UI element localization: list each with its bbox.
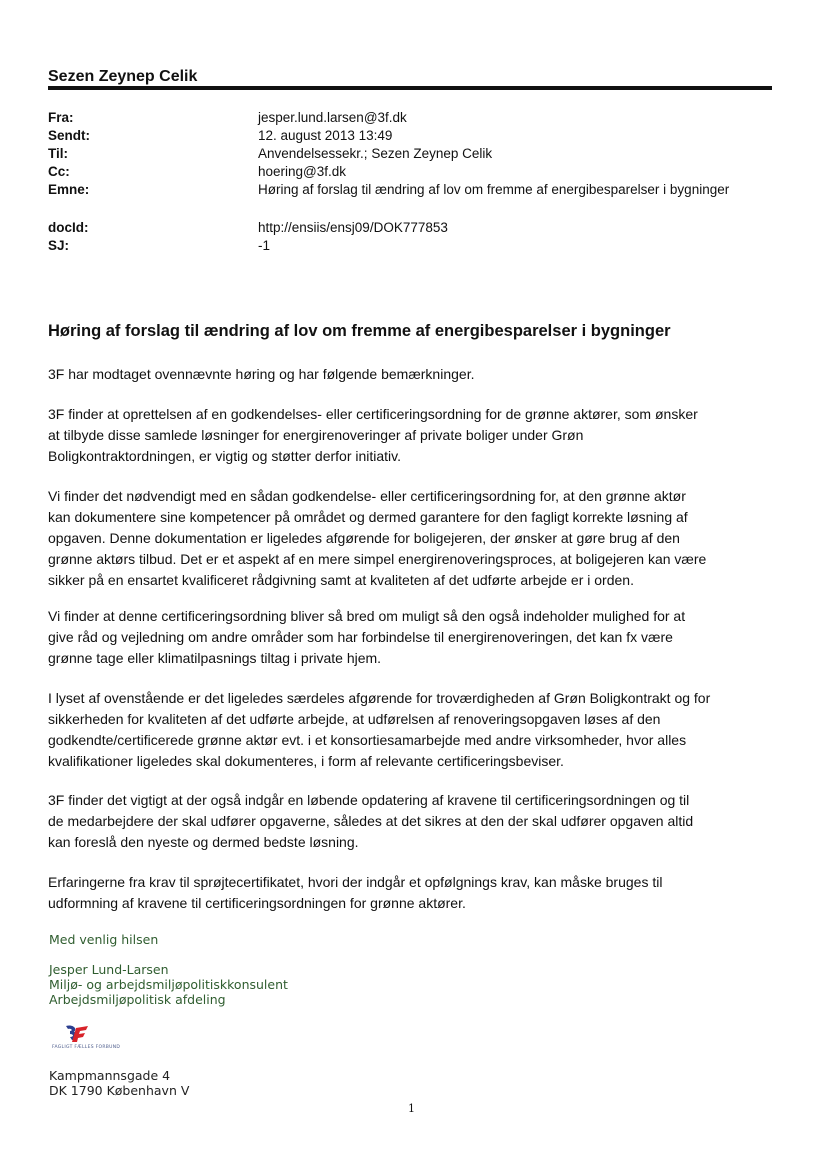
paragraph-line: give råd og vejledning om andre områder som har forbindelse til energirenoveringen, det kan fx være [48,629,673,645]
paragraph-4 [48,606,778,669]
3f-logo-mark-icon [52,1022,102,1046]
paragraph-line: at tilbyde disse samlede løsninger for energirenoveringer af private boliger under Grøn [48,427,584,443]
paragraph-5 [48,688,778,772]
paragraph-line: Vi finder det nødvendigt med en sådan godkendelse- eller certificeringsordning for, at den grønne aktør [48,488,686,504]
header-rule [48,86,772,90]
paragraph-line: kan foreslå den nyeste og dermed bedste løsning. [48,834,359,850]
paragraph-1 [48,364,778,385]
sj-label: SJ: [48,238,70,253]
paragraph-line: godkendte/certificerede grønne aktør evt. i et konsortiesamarbejde med andre virksomheder, hvor alles [48,732,687,748]
logo-text: FAGLIGT FÆLLES FORBUND [52,1045,121,1050]
paragraph-line: sikkerheden for kvaliteten af det udførte arbejde, at udførelsen af renoveringsopgaven løses af den [48,711,661,727]
from-label: Fra: [48,110,74,125]
from-value: jesper.lund.larsen@3f.dk [258,110,407,125]
sent-label: Sendt: [48,128,90,143]
paragraph-7 [48,872,778,914]
signer-name: Jesper Lund-Larsen [49,962,169,977]
address-street: Kampmannsgade 4 [49,1068,171,1083]
letter-title: Høring af forslag til ændring af lov om fremme af energibesparelser i bygninger [48,322,671,340]
signer-title: Miljø- og arbejdsmiljøpolitiskkonsulent [49,977,288,992]
paragraph-line: 3F har modtaget ovennævnte høring og har følgende bemærkninger. [48,366,475,382]
paragraph-line: Erfaringerne fra krav til sprøjtecertifikatet, hvori der indgår et opfølgnings krav, kan måske bruges til [48,874,663,890]
paragraph-line: Vi finder at denne certificeringsordning bliver så bred om muligt så den også indeholder mulighed for at [48,608,686,624]
paragraph-line: udformning af kravene til certificeringsordningen for grønne aktører. [48,895,466,911]
paragraph-line: grønne aktørs tilbud. Det er et aspekt af en mere simpel energirenoveringsproces, at boligejeren kan være [48,551,707,567]
paragraph-line: 3F finder det vigtigt at der også indgår en løbende opdatering af kravene til certificeringsordningen og til [48,792,690,808]
paragraph-3 [48,486,778,591]
signer-department: Arbejdsmiljøpolitisk afdeling [49,992,226,1007]
cc-value: hoering@3f.dk [258,164,347,179]
paragraph-line: grønne tage eller klimatilpasnings tiltag i private hjem. [48,650,382,666]
address-city: DK 1790 København V [49,1083,190,1098]
cc-label: Cc: [48,164,70,179]
paragraph-6 [48,790,778,853]
paragraph-line: kan dokumentere sine kompetencer på området og dermed garantere for den fagligt korrekte løsning af [48,509,688,525]
docid-label: docId: [48,220,89,235]
page-number: 1 [408,1102,415,1115]
paragraph-line: Boligkontraktordningen, er vigtig og støtter derfor initiativ. [48,448,402,464]
paragraph-line: opgaven. Denne dokumentation er ligeledes afgørende for boligejeren, der ønsker at gøre brug af den [48,530,680,546]
paragraph-line: 3F finder at oprettelsen af en godkendelses- eller certificeringsordning for de grønne aktører, som ønsker [48,406,698,422]
sender-name: Sezen Zeynep Celik [48,68,198,85]
subject-value: Høring af forslag til ændring af lov om fremme af energibesparelser i bygninger [258,182,730,197]
paragraph-line: de medarbejdere der skal udfører opgaverne, således at det sikres at den der skal udfører opgaven altid [48,813,694,829]
paragraph-line: I lyset af ovenstående er det ligeledes særdeles afgørende for troværdigheden af Grøn Boligkontrakt og for [48,690,711,706]
paragraph-line: sikker på en ensartet kvalificeret rådgivning samt at kvaliteten af det udførte arbejde er i orden. [48,572,634,588]
paragraph-line: kvalifikationer ligeledes skal dokumenteres, i form af relevante certificeringsbeviser. [48,753,564,769]
sj-value: -1 [258,238,271,253]
greeting: Med venlig hilsen [49,932,159,947]
sent-value: 12. august 2013 13:49 [258,128,393,143]
paragraph-2 [48,404,778,467]
to-label: Til: [48,146,68,161]
subject-label: Emne: [48,182,90,197]
3f-logo [52,1022,142,1056]
to-value: Anvendelsessekr.; Sezen Zeynep Celik [258,146,493,161]
docid-value: http://ensiis/ensj09/DOK777853 [258,220,448,235]
